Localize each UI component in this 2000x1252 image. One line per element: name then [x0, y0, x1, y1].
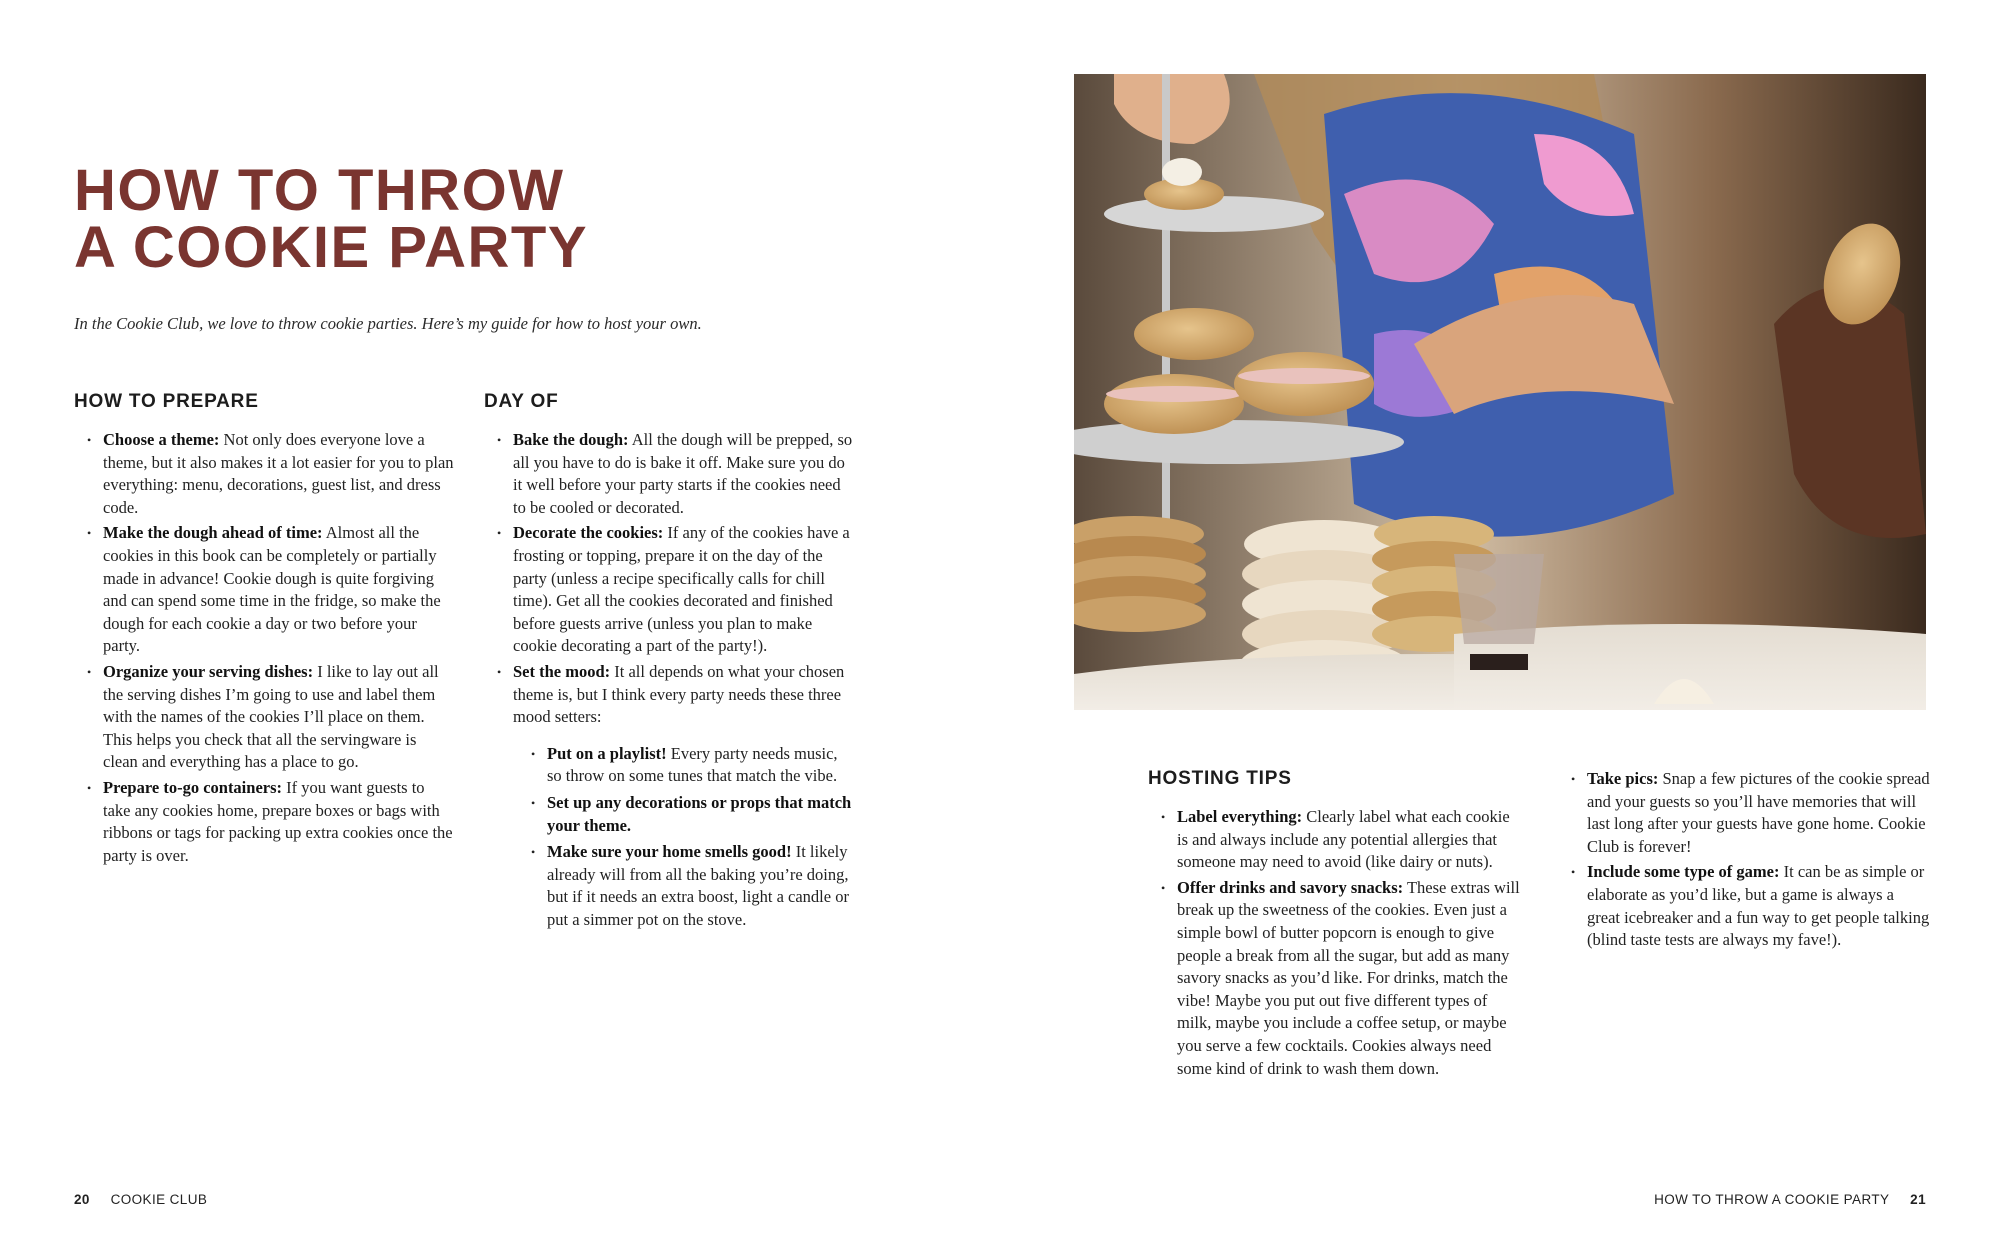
list-item-bold: Make sure your home smells good!: [547, 842, 792, 862]
list-item: [1558, 861, 1930, 951]
list-item-text: If any of the cookies have a frosting or topping, prepare it on the day of the party (unless a recipe specifically calls for chill time). Get all the cookies decorated and finished before guests arrive (unless you plan to make cookie decorating a part of the party!).: [513, 523, 850, 656]
hosting-tips-list-2: [1558, 768, 1930, 955]
intro-paragraph: In the Cookie Club, we love to throw cookie parties. Here’s my guide for how to host your own.: [74, 314, 702, 333]
list-item-bold: Include some type of game:: [1587, 862, 1780, 882]
list-item-text: I like to lay out all the serving dishes I’m going to use and label them with the names of the cookies I’ll place on them. This helps you check that all the servingware is clean and everything has a place to go.: [103, 661, 439, 772]
mood-setters-list: [513, 743, 856, 932]
running-head: COOKIE CLUB: [110, 1192, 208, 1207]
list-item-text: These extras will break up the sweetness of the cookies. Even just a simple bowl of butter popcorn is enough to give people a break from all the sugar, but add as many savory snacks as you’d like. For drinks, match the vibe! Maybe you put out five different types of milk, maybe you include a coffee setup, or maybe you serve a few cocktails. Cookies always need some kind of drink to wash them down.: [1177, 877, 1520, 1078]
list-item-bold: Prepare to-go containers:: [103, 777, 283, 797]
list-item-bold: Set the mood:: [513, 661, 611, 681]
list-item-text: It can be as simple or elaborate as you’d like, but a game is always a great icebreaker and a fun way to get people talking (blind taste tests are always my fave!).: [1587, 862, 1930, 950]
list-item-text: It likely already will from all the baking you’re doing, but if it needs an extra boost, light a candle or put a simmer pot on the stove.: [547, 842, 849, 929]
list-item: [74, 777, 454, 867]
list-item: [513, 792, 856, 837]
list-item-text: Snap a few pictures of the cookie spread and your guests so you’ll have memories that will last long after your guests have gone home. Cookie Club is forever!: [1587, 769, 1930, 856]
prepare-list: [74, 429, 454, 870]
hosting-tips-list-1: [1148, 806, 1520, 1083]
title-line-2: A COOKIE PARTY: [74, 215, 589, 280]
heading-how-to-prepare: HOW TO PREPARE: [74, 391, 259, 412]
list-item-bold: Label everything:: [1177, 807, 1303, 826]
list-item-bold: Put on a playlist!: [547, 743, 667, 763]
list-item-bold: Set up any decorations or props that match your theme.: [547, 792, 852, 835]
heading-hosting-tips: HOSTING TIPS: [1148, 768, 1292, 789]
list-item-text: Not only does everyone love a theme, but it also makes it a lot easier for you to plan everything: menu, decorations, guest list, and dress code.: [103, 430, 454, 517]
list-item-bold: Choose a theme:: [103, 430, 220, 449]
cookie-party-photo: [1074, 74, 1926, 710]
list-item-bold: Offer drinks and savory snacks:: [1177, 877, 1404, 897]
list-item-bold: Decorate the cookies:: [513, 523, 664, 543]
list-item: [74, 522, 454, 658]
list-item: [484, 429, 856, 519]
list-item-bold: Organize your serving dishes:: [103, 661, 314, 681]
list-item: [74, 429, 454, 519]
running-head: HOW TO THROW A COOKIE PARTY: [1654, 1192, 1890, 1207]
list-item-bold: Take pics:: [1587, 769, 1659, 788]
list-item: [74, 661, 454, 774]
list-item-text: Almost all the cookies in this book can be completely or partially made in advance! Cookie dough is quite forgiving and can spend some time in the fridge, so make the dough for each cookie a day or two before your party.: [103, 523, 441, 656]
list-item-text: Every party needs music, so throw on some tunes that match the vibe.: [547, 743, 838, 786]
list-item: [1148, 806, 1520, 874]
folio-right: [1654, 1192, 1926, 1207]
page-number: 20: [74, 1192, 90, 1207]
day-of-list: [484, 429, 856, 935]
list-item: [484, 661, 856, 932]
list-item: [513, 841, 856, 931]
right-page: [1000, 0, 2000, 1252]
list-item-bold: Bake the dough:: [513, 430, 629, 449]
folio-left: [74, 1192, 207, 1207]
list-item-text: It all depends on what your chosen theme is, but I think every party needs these three mood setters:: [513, 661, 845, 727]
list-item: [513, 743, 856, 788]
page-title: [74, 158, 674, 280]
list-item-text: Clearly label what each cookie is and always include any potential allergies that someone may need to avoid (like dairy or nuts).: [1177, 807, 1510, 872]
list-item: [484, 522, 856, 658]
list-item: [1148, 877, 1520, 1080]
list-item-text: All the dough will be prepped, so all you have to do is bake it off. Make sure you do it well before your party starts if the cookies need to be cooled or decorated.: [513, 430, 853, 517]
heading-day-of: DAY OF: [484, 391, 559, 412]
photo-illustration: [1074, 74, 1926, 710]
list-item: [1558, 768, 1930, 858]
page-number: 21: [1910, 1192, 1926, 1207]
title-line-1: HOW TO THROW: [74, 158, 565, 223]
list-item-text: If you want guests to take any cookies home, prepare boxes or bags with ribbons or tags for packing up extra cookies once the party is over.: [103, 777, 453, 865]
list-item-bold: Make the dough ahead of time:: [103, 523, 323, 543]
